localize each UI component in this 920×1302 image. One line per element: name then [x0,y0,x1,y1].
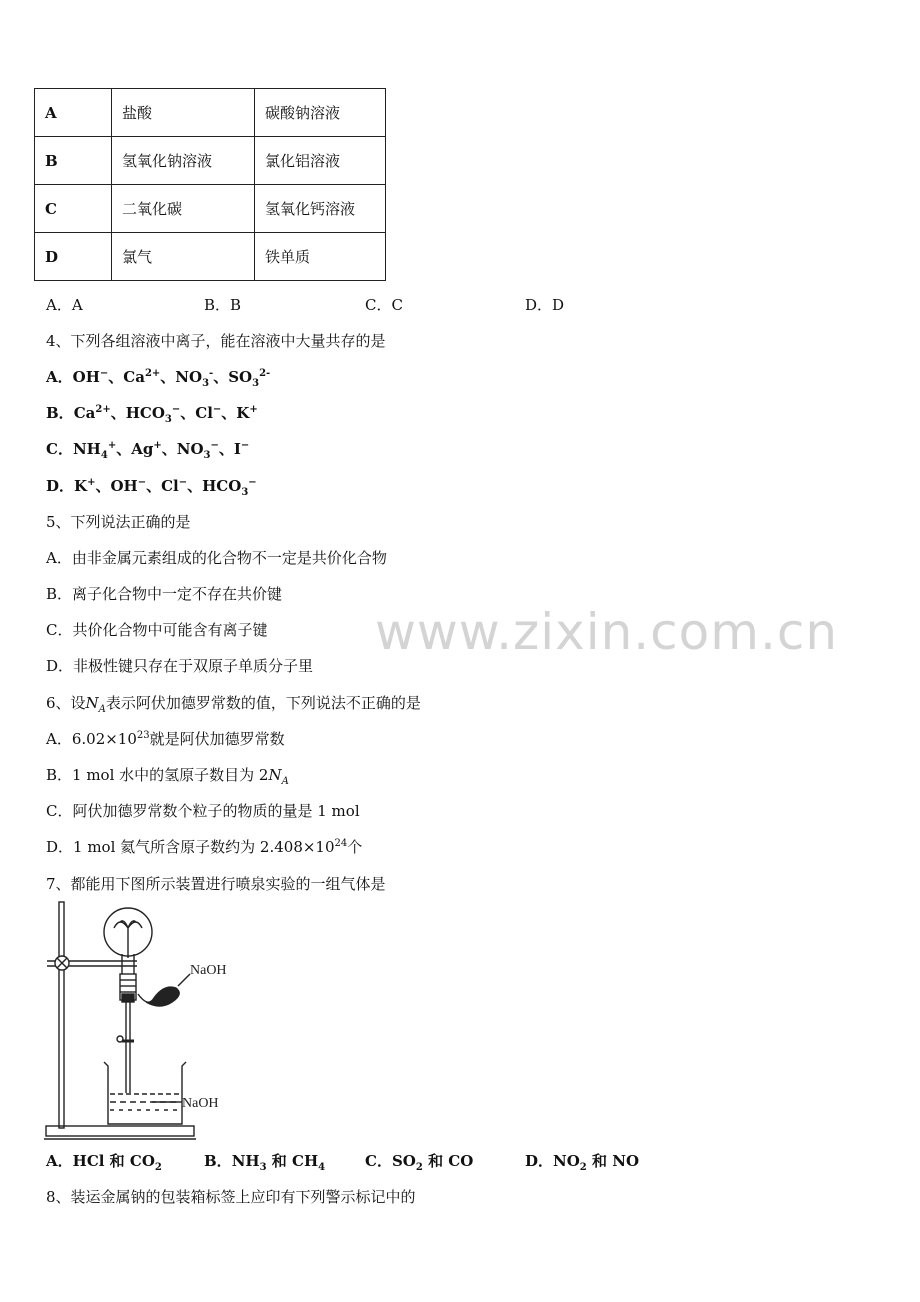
answer-table [34,88,386,281]
naoh-bottom-label: NaOH [182,1096,219,1111]
q6-stem-post: 表示阿伏加德罗常数的值，下列说法不正确的是 [105,694,421,712]
option-label: B． [46,404,74,422]
q5-option-c: C．共价化合物中可能含有离子键 [46,621,268,639]
q7-option-d: D．$NO_2$ 和 NO [525,1152,640,1173]
na-symbol [268,766,289,787]
q6-a-post: 就是阿伏加德罗常数 [149,730,285,748]
beaker [104,1062,186,1124]
and-word: 和 [271,1152,287,1170]
q7-option-c: C．$SO_2$ 和 CO [365,1152,474,1173]
table-cell: D [35,233,112,281]
stand-base [46,1126,194,1136]
table-cell: 氢氧化钙溶液 [255,185,386,233]
table-row [35,137,386,185]
option-label: D． [525,1152,554,1170]
q3-option-a: A．A [46,296,83,314]
q3-option-b: B．B [204,296,242,314]
q5-option-b: B．离子化合物中一定不存在共价键 [46,585,283,603]
naoh-top-label: NaOH [190,963,227,978]
table-cell: 二氧化碳 [112,185,255,233]
option-label: C． [46,440,73,458]
na-sub: A [98,704,106,715]
q5-stem: 5、下列说法正确的是 [46,513,191,531]
q6-d-post: 个 [347,838,363,856]
and-word: 和 [592,1152,608,1170]
q4-option-a: A．OH−、$Ca^{2+}$、$NO_3^-$、$SO_3^{2-}$ [46,368,271,389]
q6-a-pre: A．6.02×10 [46,730,137,748]
q3-option-d: D．D [525,296,565,314]
q7-option-b: B．$NH_3$ 和 $CH_4$ [204,1152,326,1173]
fountain-apparatus-figure [42,898,232,1142]
table-cell: C [35,185,112,233]
na-sub: A [281,776,289,787]
q5-option-a: A．由非金属元素组成的化合物不一定是共价化合物 [46,549,387,567]
q6-b-pre: B．1 mol 水中的氢原子数目为 2 [46,766,269,784]
option-label: D． [46,477,75,495]
q4-option-b: B．$Ca^{2+}$、$HCO_3^-$、Cl−、K+ [46,404,258,425]
q3-option-c: C．C [365,296,403,314]
and-word: 和 [428,1152,444,1170]
q6-a-sup: 23 [136,730,150,741]
q6-stem-pre: 6、设 [46,694,86,712]
table-row [35,233,386,281]
q4-option-d: D．K+、OH−、Cl−、$HCO_3^-$ [46,477,257,498]
option-label: A． [46,368,73,386]
table-cell: 氯化铝溶液 [255,137,386,185]
q6-option-b [46,764,289,787]
na-symbol [85,694,106,715]
q6-option-d [46,836,362,857]
na-letter: N [85,694,99,712]
table-row [35,185,386,233]
table-cell: B [35,137,112,185]
q7-option-a: A．HCl 和 $CO_2$ [46,1152,162,1173]
q6-option-a [46,728,285,749]
na-letter: N [268,766,282,784]
table-cell: 碳酸钠溶液 [255,89,386,137]
q6-d-sup: 24 [334,838,348,849]
watermark: www.zixin.com.cn [375,603,839,661]
q5-option-d: D．非极性键只存在于双原子单质分子里 [46,657,314,675]
table-cell: A [35,89,112,137]
and-word: 和 [109,1152,125,1170]
option-label: B． [204,1152,232,1170]
q7-stem: 7、都能用下图所示装置进行喷泉实验的一组气体是 [46,875,386,893]
q6-option-c: C．阿伏加德罗常数个粒子的物质的量是 1 mol [46,802,360,820]
q8-stem: 8、装运金属钠的包装箱标签上应印有下列警示标记中的 [46,1188,416,1206]
q6-stem [46,692,421,715]
option-label: A． [46,1152,73,1170]
option-label: C． [365,1152,392,1170]
table-cell: 氢氧化钠溶液 [112,137,255,185]
q4-stem: 4、下列各组溶液中离子，能在溶液中大量共存的是 [46,332,386,350]
table-cell: 铁单质 [255,233,386,281]
table-cell: 盐酸 [112,89,255,137]
q4-option-c: C．$NH_4^+$、Ag+、$NO_3^-$、I− [46,440,250,461]
stand-rod [59,902,64,1128]
table-row [35,89,386,137]
table-cell: 氯气 [112,233,255,281]
q6-d-pre: D．1 mol 氦气所含原子数约为 2.408×10 [46,838,335,856]
